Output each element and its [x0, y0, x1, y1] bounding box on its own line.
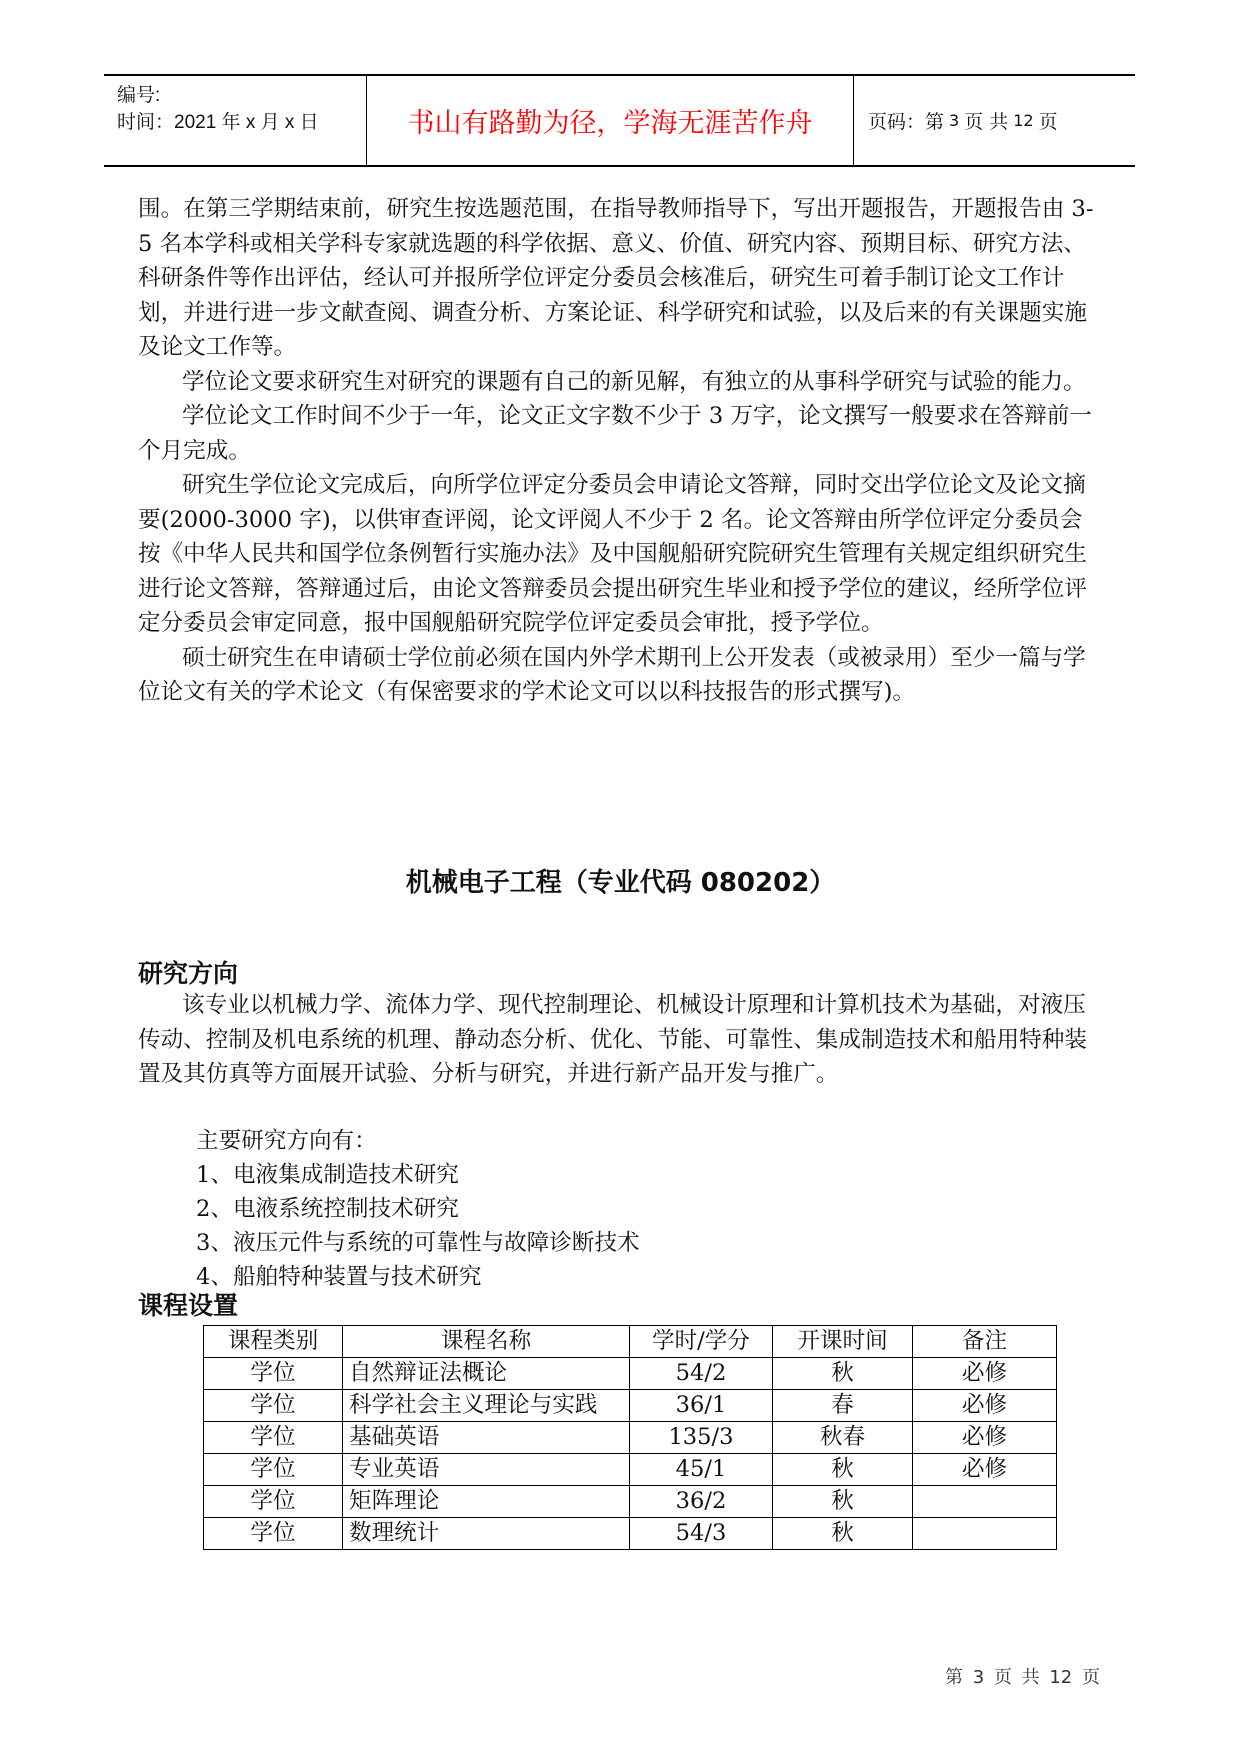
date-label: 时间：2021 年 x 月 x 日 — [117, 112, 319, 133]
research-paragraph: 该专业以机械力学、流体力学、现代控制理论、机械设计原理和计算机技术为基础，对液压传动、控制及机电系统的机理、静动态分析、优化、节能、可靠性、集成制造技术和船用特种装置及其仿真等方面展开试验、分析与研究，并进行新产品开发与推广。 — [138, 992, 1087, 1087]
cell-name: 科学社会主义理论与实践 — [343, 1390, 630, 1422]
table-row — [204, 1486, 1057, 1518]
table-row — [204, 1518, 1057, 1550]
cell-name: 数理统计 — [343, 1518, 630, 1550]
cell-name: 矩阵理论 — [343, 1486, 630, 1518]
page-mid: 页 共 — [964, 111, 1009, 133]
page-prefix: 页码：第 — [868, 111, 945, 133]
cell-name: 专业英语 — [343, 1454, 630, 1486]
col-header: 开课时间 — [773, 1326, 913, 1358]
research-section — [138, 988, 1098, 1092]
course-table — [203, 1325, 1057, 1550]
cell-hours: 54/2 — [630, 1358, 773, 1390]
table-row — [204, 1454, 1057, 1486]
direction-item: 2、电液系统控制技术研究 — [196, 1196, 459, 1222]
header-meta-cell — [104, 76, 367, 165]
cell-hours: 45/1 — [630, 1454, 773, 1486]
cell-term: 秋 — [773, 1358, 913, 1390]
col-header: 课程名称 — [343, 1326, 630, 1358]
col-header: 学时/学分 — [630, 1326, 773, 1358]
table-row — [204, 1358, 1057, 1390]
page-header — [104, 74, 1135, 167]
paragraph: 围。在第三学期结束前，研究生按选题范围，在指导教师指导下，写出开题报告，开题报告由 3-5 名本学科或相关学科专家就选题的科学依据、意义、价值、研究内容、预期目标、研究方法、科研条件等作出评估，经认可并报所学位评定分委员会核准后，研究生可着手制订论文工作计划，并进行进一步文献查阅、调查分析、方案论证、科学研究和试验，以及后来的有关课题实施及论文工作等。 — [138, 196, 1094, 360]
direction-item: 4、船舶特种装置与技术研究 — [196, 1264, 482, 1290]
cell-note — [913, 1486, 1057, 1518]
page-current: 3 — [949, 111, 960, 130]
cell-term: 秋 — [773, 1518, 913, 1550]
directions-intro: 主要研究方向有： — [196, 1128, 377, 1154]
page-footer: 第 3 页 共 12 页 — [945, 1667, 1100, 1688]
cell-note: 必修 — [913, 1454, 1057, 1486]
cell-name: 自然辩证法概论 — [343, 1358, 630, 1390]
col-header: 备注 — [913, 1326, 1057, 1358]
cell-category: 学位 — [204, 1422, 343, 1454]
cell-note: 必修 — [913, 1358, 1057, 1390]
cell-hours: 36/2 — [630, 1486, 773, 1518]
header-motto: 书山有路勤为径，学海无涯苦作舟 — [367, 76, 854, 165]
paragraph: 研究生学位论文完成后，向所学位评定分委员会申请论文答辩，同时交出学位论文及论文摘要(2000-3000 字)，以供审查评阅，论文评阅人不少于 2 名。论文答辩由所学位评定分委员会按《中华人民共和国学位条例暂行实施办法》及中国舰船研究院研究生管理有关规定组织研究生进行论文答辩，答辩通过后，由论文答辩委员会提出研究生毕业和授予学位的建议，经所学位评定分委员会审定同意，报中国舰船研究院学位评定委员会审批，授予学位。 — [138, 472, 1087, 636]
intro-section — [138, 192, 1098, 710]
page-total: 12 — [1013, 111, 1034, 130]
major-title: 机械电子工程（专业代码 080202） — [405, 868, 836, 898]
cell-hours: 36/1 — [630, 1390, 773, 1422]
cell-note: 必修 — [913, 1390, 1057, 1422]
header-page-info — [854, 76, 1135, 165]
cell-note — [913, 1518, 1057, 1550]
paragraph: 学位论文工作时间不少于一年，论文正文字数不少于 3 万字，论文撰写一般要求在答辩前一个月完成。 — [138, 403, 1092, 464]
page-suffix: 页 — [1038, 111, 1058, 133]
paragraph: 学位论文要求研究生对研究的课题有自己的新见解，有独立的从事科学研究与试验的能力。 — [182, 368, 1086, 395]
cell-hours: 135/3 — [630, 1422, 773, 1454]
col-header: 课程类别 — [204, 1326, 343, 1358]
cell-category: 学位 — [204, 1486, 343, 1518]
cell-term: 春 — [773, 1390, 913, 1422]
cell-name: 基础英语 — [343, 1422, 630, 1454]
paragraph: 硕士研究生在申请硕士学位前必须在国内外学术期刊上公开发表（或被录用）至少一篇与学位论文有关的学术论文（有保密要求的学术论文可以以科技报告的形式撰写)。 — [138, 644, 1086, 705]
research-heading: 研究方向 — [138, 959, 239, 988]
serial-label: 编号: — [117, 85, 161, 106]
table-row — [204, 1390, 1057, 1422]
cell-category: 学位 — [204, 1390, 343, 1422]
courses-heading: 课程设置 — [138, 1291, 239, 1320]
direction-item: 1、电液集成制造技术研究 — [196, 1162, 459, 1188]
cell-category: 学位 — [204, 1518, 343, 1550]
cell-term: 秋 — [773, 1454, 913, 1486]
table-header-row — [204, 1326, 1057, 1358]
cell-term: 秋春 — [773, 1422, 913, 1454]
cell-category: 学位 — [204, 1358, 343, 1390]
cell-note: 必修 — [913, 1422, 1057, 1454]
cell-hours: 54/3 — [630, 1518, 773, 1550]
directions-list — [196, 1124, 640, 1294]
cell-category: 学位 — [204, 1454, 343, 1486]
table-row — [204, 1422, 1057, 1454]
direction-item: 3、液压元件与系统的可靠性与故障诊断技术 — [196, 1230, 640, 1256]
cell-term: 秋 — [773, 1486, 913, 1518]
